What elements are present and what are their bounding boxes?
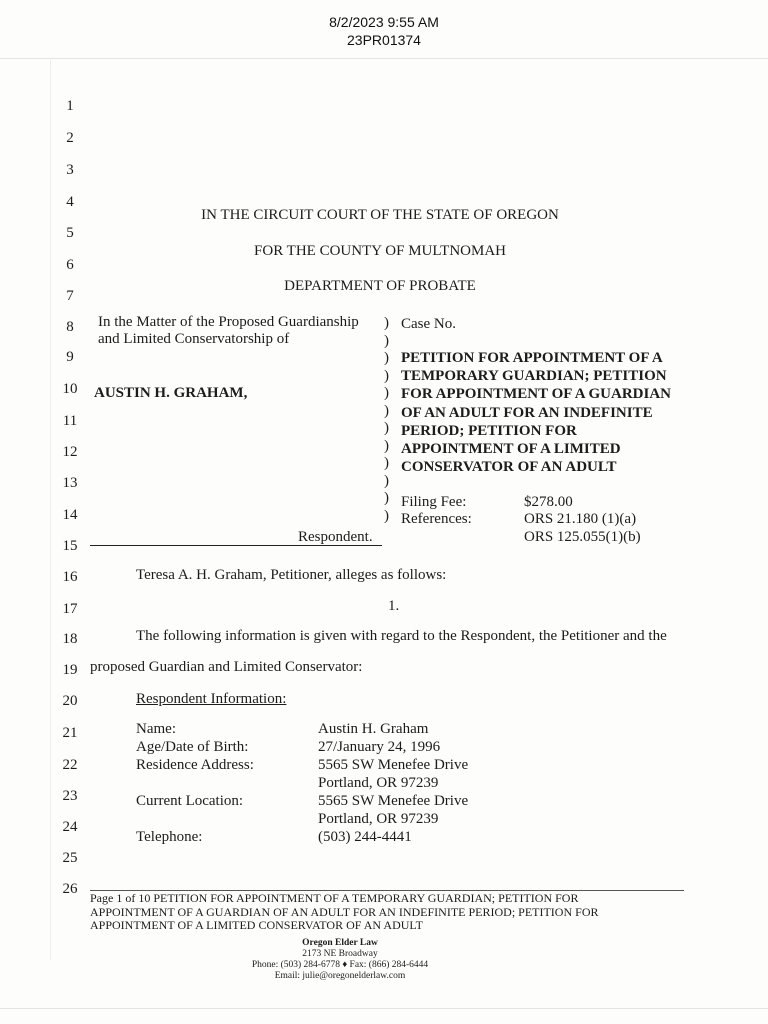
caption-paren: ) <box>384 402 389 419</box>
line-number: 10 <box>62 381 78 397</box>
filing-fee-label: Filing Fee: <box>401 494 467 510</box>
info-value: (503) 244-4441 <box>318 829 412 845</box>
line-number: 7 <box>66 288 74 304</box>
court-county: FOR THE COUNTY OF MULTNOMAH <box>254 243 506 259</box>
petition-title-line: CONSERVATOR OF AN ADULT <box>401 459 617 476</box>
caption-paren: ) <box>384 472 389 489</box>
firm-email: Email: julie@oregonelderlaw.com <box>274 971 406 981</box>
reference-1: ORS 21.180 (1)(a) <box>524 511 637 527</box>
respondent-label: Respondent. <box>298 529 373 545</box>
line-number: 23 <box>62 788 78 804</box>
caption-paren: ) <box>384 455 389 471</box>
paragraph-line-2: proposed Guardian and Limited Conservator: <box>90 659 363 675</box>
caption-paren: ) <box>384 315 389 331</box>
line-number: 22 <box>62 757 78 773</box>
court-department: DEPARTMENT OF PROBATE <box>284 278 476 294</box>
info-value: 5565 SW Menefee Drive <box>318 793 469 809</box>
petition-title-line: OF AN ADULT FOR AN INDEFINITE <box>401 404 653 421</box>
info-value: 27/January 24, 1996 <box>318 739 441 755</box>
caption-paren-column <box>384 315 389 525</box>
page-bottom-edge <box>0 1008 768 1009</box>
line-number: 13 <box>62 475 78 491</box>
petition-title-line: FOR APPOINTMENT OF A GUARDIAN <box>401 386 672 403</box>
line-number: 21 <box>62 725 78 741</box>
respondent-name: AUSTIN H. GRAHAM, <box>94 385 248 401</box>
case-number-label: Case No. <box>401 316 456 332</box>
case-code: 23PR01374 <box>347 32 421 48</box>
firm-info <box>90 938 590 982</box>
section-number: 1. <box>388 598 400 614</box>
firm-address: 2173 NE Broadway <box>302 949 378 959</box>
line-number: 11 <box>62 413 78 429</box>
line-number: 14 <box>62 507 78 523</box>
line-number: 3 <box>66 162 74 178</box>
info-value: Portland, OR 97239 <box>318 775 439 791</box>
caption-paren: ) <box>384 490 389 506</box>
info-label: Age/Date of Birth: <box>136 739 249 755</box>
caption-paren: ) <box>384 350 389 366</box>
petition-title-line: PETITION FOR APPOINTMENT OF A <box>401 350 663 366</box>
caption-paren: ) <box>384 437 389 454</box>
line-number: 2 <box>66 130 74 146</box>
caption-paren: ) <box>384 420 389 436</box>
petition-title-line: TEMPORARY GUARDIAN; PETITION <box>401 368 667 385</box>
info-label: Current Location: <box>136 793 244 809</box>
line-number: 17 <box>62 601 78 617</box>
paragraph-line-1: The following information is given with regard to the Respondent, the Petitioner and the <box>136 628 667 644</box>
line-number: 1 <box>66 98 74 114</box>
caption-paren: ) <box>384 367 389 384</box>
line-number: 24 <box>62 819 78 835</box>
line-number: 16 <box>62 569 78 585</box>
line-number: 19 <box>62 662 78 678</box>
filing-timestamp: 8/2/2023 9:55 AM <box>329 14 439 30</box>
info-label: Residence Address: <box>136 757 254 773</box>
line-number: 6 <box>66 257 74 273</box>
line-number: 20 <box>62 693 78 709</box>
footer-line-3: APPOINTMENT OF A LIMITED CONSERVATOR OF AN ADULT <box>90 918 423 933</box>
line-number: 4 <box>66 194 74 210</box>
caption-paren: ) <box>384 507 389 524</box>
line-number: 5 <box>66 225 74 241</box>
line-number: 25 <box>62 850 78 866</box>
caption-paren: ) <box>384 385 389 401</box>
line-number: 15 <box>62 538 78 554</box>
page-edge-divider <box>0 58 768 59</box>
footer-line-1: Page 1 of 10 PETITION FOR APPOINTMENT OF A TEMPORARY GUARDIAN; PETITION FOR <box>90 891 579 905</box>
info-label: Name: <box>136 721 176 737</box>
info-value: Austin H. Graham <box>318 721 429 737</box>
info-value: Portland, OR 97239 <box>318 811 439 827</box>
filing-fee-value: $278.00 <box>524 494 573 510</box>
firm-phone: Phone: (503) 284-6778 ♦ Fax: (866) 284-6444 <box>251 960 429 970</box>
reference-2: ORS 125.055(1)(b) <box>524 529 641 545</box>
court-name: IN THE CIRCUIT COURT OF THE STATE OF OREGON <box>201 207 559 223</box>
petition-title-line: APPOINTMENT OF A LIMITED <box>401 441 621 458</box>
page-footer <box>90 892 690 933</box>
line-number: 18 <box>62 631 78 647</box>
firm-name: Oregon Elder Law <box>302 938 378 948</box>
caption-paren: ) <box>384 332 389 349</box>
matter-line-2: and Limited Conservatorship of <box>98 331 290 347</box>
line-number: 12 <box>62 444 78 460</box>
line-number: 9 <box>66 349 74 365</box>
line-number: 8 <box>66 319 74 335</box>
matter-line-1: In the Matter of the Proposed Guardianship <box>98 314 359 330</box>
info-value: 5565 SW Menefee Drive <box>318 757 469 773</box>
caption-underline <box>90 545 382 546</box>
intro-text: Teresa A. H. Graham, Petitioner, alleges as follows: <box>136 567 447 583</box>
info-label: Telephone: <box>136 829 203 845</box>
footer-line-2: APPOINTMENT OF A GUARDIAN OF AN ADULT FOR AN INDEFINITE PERIOD; PETITION FOR <box>90 904 599 919</box>
petition-title <box>401 349 671 476</box>
line-number: 26 <box>62 881 78 897</box>
respondent-info-heading: Respondent Information: <box>136 691 287 707</box>
references-label: References: <box>401 511 472 527</box>
petition-title-line: PERIOD; PETITION FOR <box>401 422 577 439</box>
